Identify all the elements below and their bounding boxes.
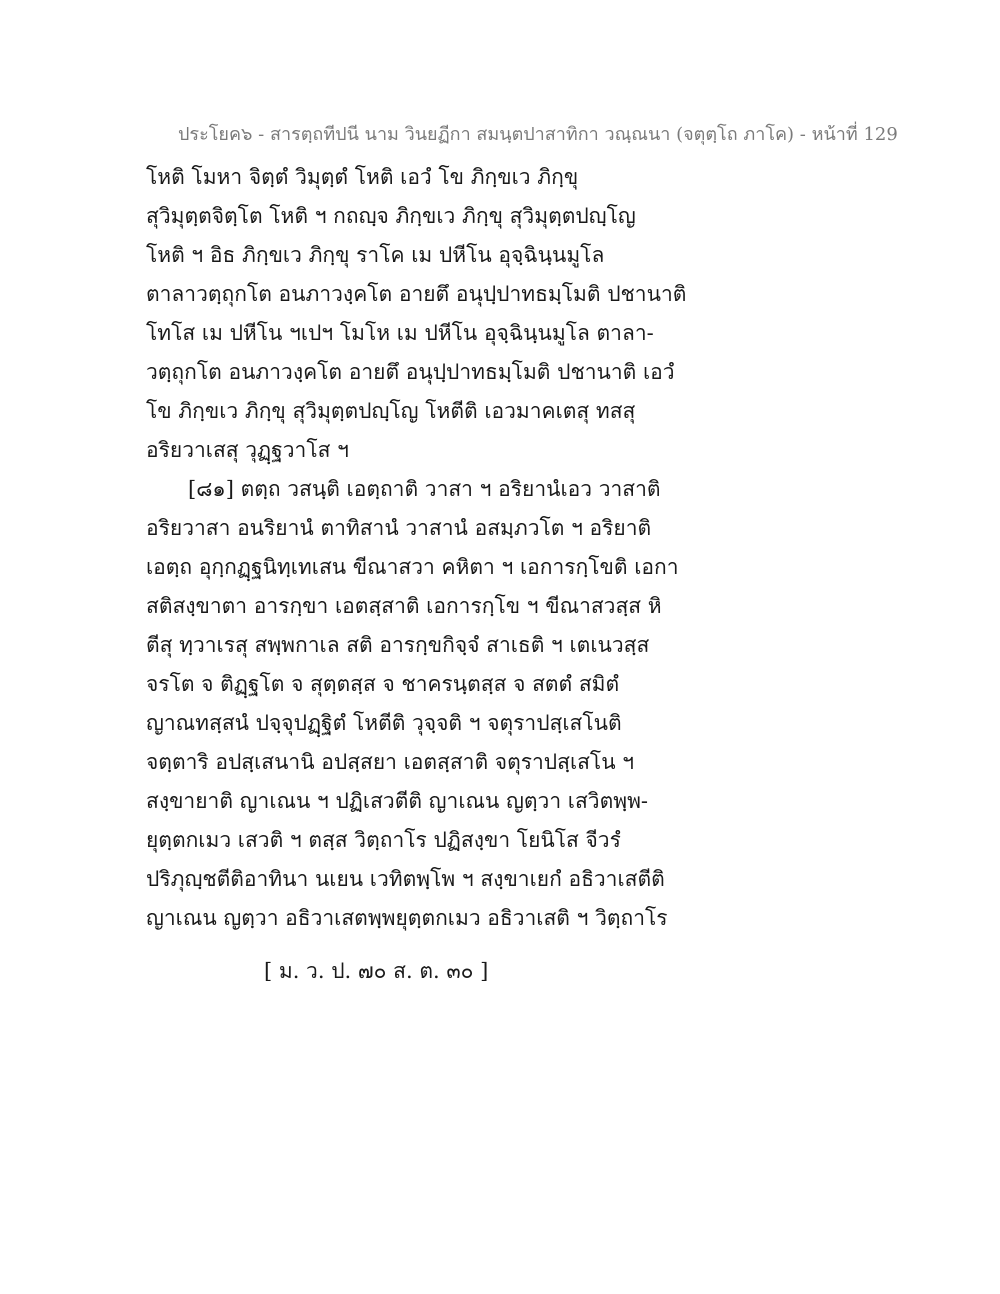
text-line: โหติ ฯ อิธ ภิกฺขเว ภิกฺขุ ราโค เม ปหีโน อุจฺฉินฺนมูโล [146,243,605,267]
text-line: อริยวาสา อนริยานํ ตาทิสานํ วาสานํ อสมฺภวโต ฯ อริยาติ [146,516,652,540]
text-line: อริยวาเสสุ วุฏฺฐวาโส ฯ [146,438,349,462]
text-line: ยุตฺตกเมว เสวติ ฯ ตสฺส วิตฺถาโร ปฏิสงฺขา โยนิโส จีวรํ [146,828,621,852]
text-line: วตฺถุกโต อนภาวงฺคโต อายตึ อนุปฺปาทธมฺโมติ ปชานาติ เอวํ [146,360,675,384]
text-line: เอตฺถ อุกฺกฏฺฐนิทฺเทเสน ขีณาสวา คหิตา ฯ เอการกฺโขติ เอกา [146,555,679,579]
text-line: จตฺตาริ อปสฺเสนานิ อปสฺสยา เอตสฺสาติ จตุราปสฺเสโน ฯ [146,750,635,774]
reference-citation: [ ม. ว. ป. ๗๐ ส. ต. ๓๐ ] [264,959,489,983]
text-line: ตาลาวตฺถุกโต อนภาวงฺคโต อายตึ อนุปฺปาทธมฺโมติ ปชานาติ [146,282,687,306]
text-line: สงฺขายาติ ญาเณน ฯ ปฏิเสวตีติ ญาเณน ญตฺวา เสวิตพฺพ- [146,789,649,813]
text-line: ญาณทสฺสนํ ปจฺจุปฏฺฐิตํ โหตีติ วุจฺจติ ฯ จตุราปสฺเสโนติ [146,711,622,735]
text-line: จรโต จ ติฏฺฐโต จ สุตฺตสฺส จ ชาครนฺตสฺส จ สตตํ สมิตํ [146,672,620,696]
text-line: ตีสุ ทฺวาเรสุ สพฺพกาเล สติ อารกฺขกิจฺจํ สาเธติ ฯ เตเนวสฺส [146,633,650,657]
text-line: โทโส เม ปหีโน ฯเปฯ โมโห เม ปหีโน อุจฺฉินฺนมูโล ตาลา- [146,321,654,345]
text-line: ญาเณน ญตฺวา อธิวาเสตพฺพยุตฺตกเมว อธิวาเสติ ฯ วิตฺถาโร [146,906,668,930]
text-line: สุวิมุตฺตจิตฺโต โหติ ฯ กถญฺจ ภิกฺขเว ภิกฺขุ สุวิมุตฺตปญฺโญ [146,204,636,228]
body-text [146,158,687,938]
text-line: โหติ โมหา จิตฺตํ วิมุตฺตํ โหติ เอวํ โข ภิกฺขเว ภิกฺขุ [146,165,579,189]
paragraph-start-line: [๘๑] ตตฺถ วสนฺติ เอตฺถาติ วาสา ฯ อริยานํเอว วาสาติ [188,477,661,501]
text-line: สติสงฺขาตา อารกฺขา เอตสฺสาติ เอการกฺโข ฯ ขีณาสวสฺส หิ [146,594,662,618]
text-line: ปริภุญฺชตีติอาทินา นเยน เวทิตพฺโพ ฯ สงฺขาเยกํ อธิวาเสตีติ [146,867,665,891]
text-line: โข ภิกฺขเว ภิกฺขุ สุวิมุตฺตปญฺโญ โหตีติ เอวมาคเตสุ ทสสุ [146,399,636,423]
page-header: ประโยค๖ - สารตฺถทีปนี นาม วินยฏีกา สมนฺตปาสาทิกา วณฺณนา (จตุตฺโถ ภาโค) - หน้าที่ 129 [178,124,898,145]
